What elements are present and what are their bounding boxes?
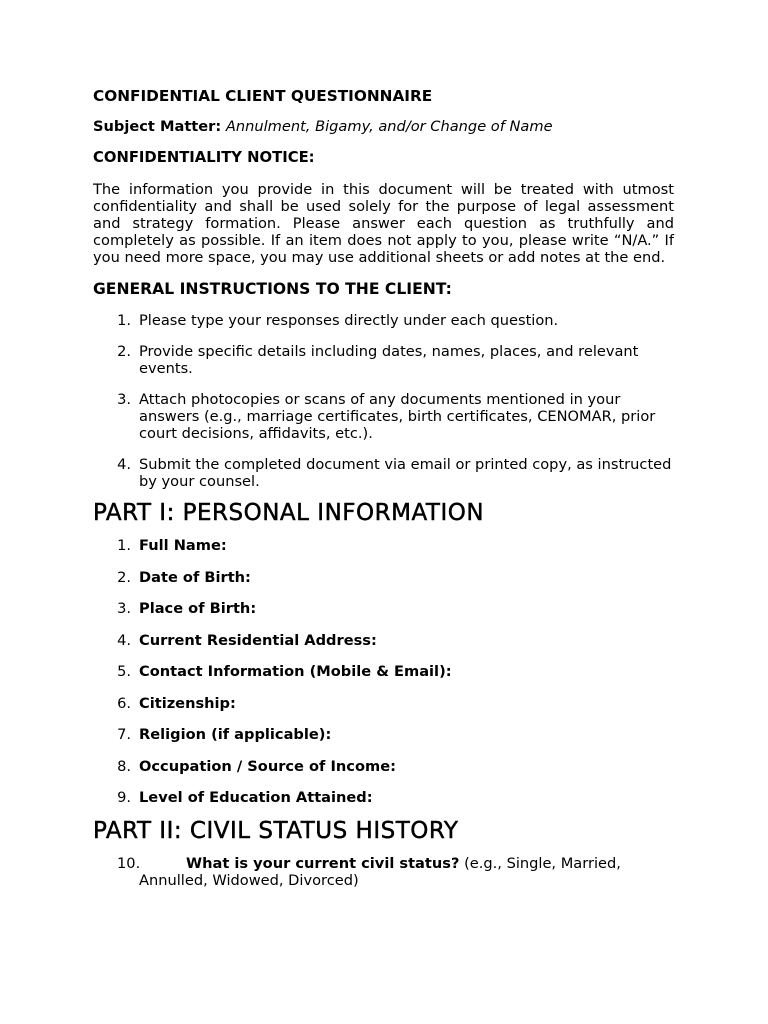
- instruction-number: 2.: [117, 343, 131, 360]
- field-item-education: [93, 789, 674, 806]
- field-number: 6.: [117, 694, 131, 712]
- field-label: Place of Birth:: [139, 600, 257, 617]
- field-item-residential-address: [93, 632, 674, 649]
- field-item-religion: [93, 726, 674, 743]
- field-number: 7.: [117, 726, 131, 743]
- instruction-text: Attach photocopies or scans of any documents mentioned in your answers (e.g., marriage certificates, birth certificates, CENOMAR, prior court decisions, affidavits, etc.).: [139, 391, 656, 442]
- instruction-item: [93, 312, 674, 329]
- instruction-text: Please type your responses directly under each question.: [139, 312, 559, 329]
- field-item-full-name: [93, 537, 674, 554]
- document-title: CONFIDENTIAL CLIENT QUESTIONNAIRE: [93, 87, 433, 105]
- field-label: Citizenship:: [139, 694, 236, 712]
- field-number: 3.: [117, 600, 131, 617]
- subject-matter: [93, 118, 674, 136]
- field-item-date-of-birth: [93, 569, 674, 586]
- field-label: Religion (if applicable):: [139, 726, 332, 743]
- field-number: 2.: [117, 568, 131, 586]
- part-1-heading: PART I: PERSONAL INFORMATION: [93, 500, 485, 526]
- instruction-item: [93, 391, 674, 442]
- field-number: 5.: [117, 663, 131, 680]
- field-item-contact-information: [93, 663, 674, 680]
- instruction-number: 3.: [117, 391, 131, 408]
- field-label: Occupation / Source of Income:: [139, 757, 396, 775]
- instructions-list: [93, 312, 674, 490]
- instruction-text: Provide specific details including dates, names, places, and relevant events.: [139, 343, 639, 377]
- field-label: Full Name:: [139, 537, 227, 554]
- question-text: What is your current civil status?: [186, 855, 460, 872]
- field-number: 8.: [117, 757, 131, 775]
- subject-label: Subject Matter:: [93, 118, 222, 135]
- civil-status-question: [93, 855, 674, 889]
- field-label: Level of Education Attained:: [139, 789, 373, 806]
- subject-value: Annulment, Bigamy, and/or Change of Name: [225, 118, 553, 135]
- confidentiality-notice-text: The information you provide in this document will be treated with utmost confidentiality and shall be used solely for the purpose of legal assessment and strategy formation. Please answer each question as truthfully and completely as possible. If an item does not apply to you, please write “N/A.” If you need more space, you may use additional sheets or add notes at the end.: [93, 181, 674, 266]
- field-label: Current Residential Address:: [139, 631, 377, 649]
- question-hint-line-2: Annulled, Widowed, Divorced): [139, 872, 359, 889]
- general-instructions-heading: GENERAL INSTRUCTIONS TO THE CLIENT:: [93, 280, 452, 298]
- question-hint-line-1: (e.g., Single, Married,: [459, 855, 621, 872]
- field-item-place-of-birth: [93, 600, 674, 617]
- question-first-line: [139, 855, 674, 872]
- field-label: Date of Birth:: [139, 568, 251, 586]
- field-number: 4.: [117, 631, 131, 649]
- field-number: 9.: [117, 789, 131, 806]
- instruction-text: Submit the completed document via email or printed copy, as instructed by your counsel.: [139, 456, 672, 490]
- field-number: 1.: [117, 537, 131, 554]
- field-item-occupation: [93, 758, 674, 775]
- document-page: [93, 86, 674, 889]
- instruction-item: [93, 343, 674, 377]
- field-item-citizenship: [93, 695, 674, 712]
- field-label: Contact Information (Mobile & Email):: [139, 663, 452, 680]
- personal-information-list: [93, 537, 674, 806]
- instruction-number: 4.: [117, 456, 131, 473]
- instruction-number: 1.: [117, 312, 131, 329]
- confidentiality-notice-heading: CONFIDENTIALITY NOTICE:: [93, 149, 315, 166]
- instruction-item: [93, 456, 674, 490]
- question-number: 10.: [117, 855, 141, 872]
- part-2-heading: PART II: CIVIL STATUS HISTORY: [93, 818, 459, 844]
